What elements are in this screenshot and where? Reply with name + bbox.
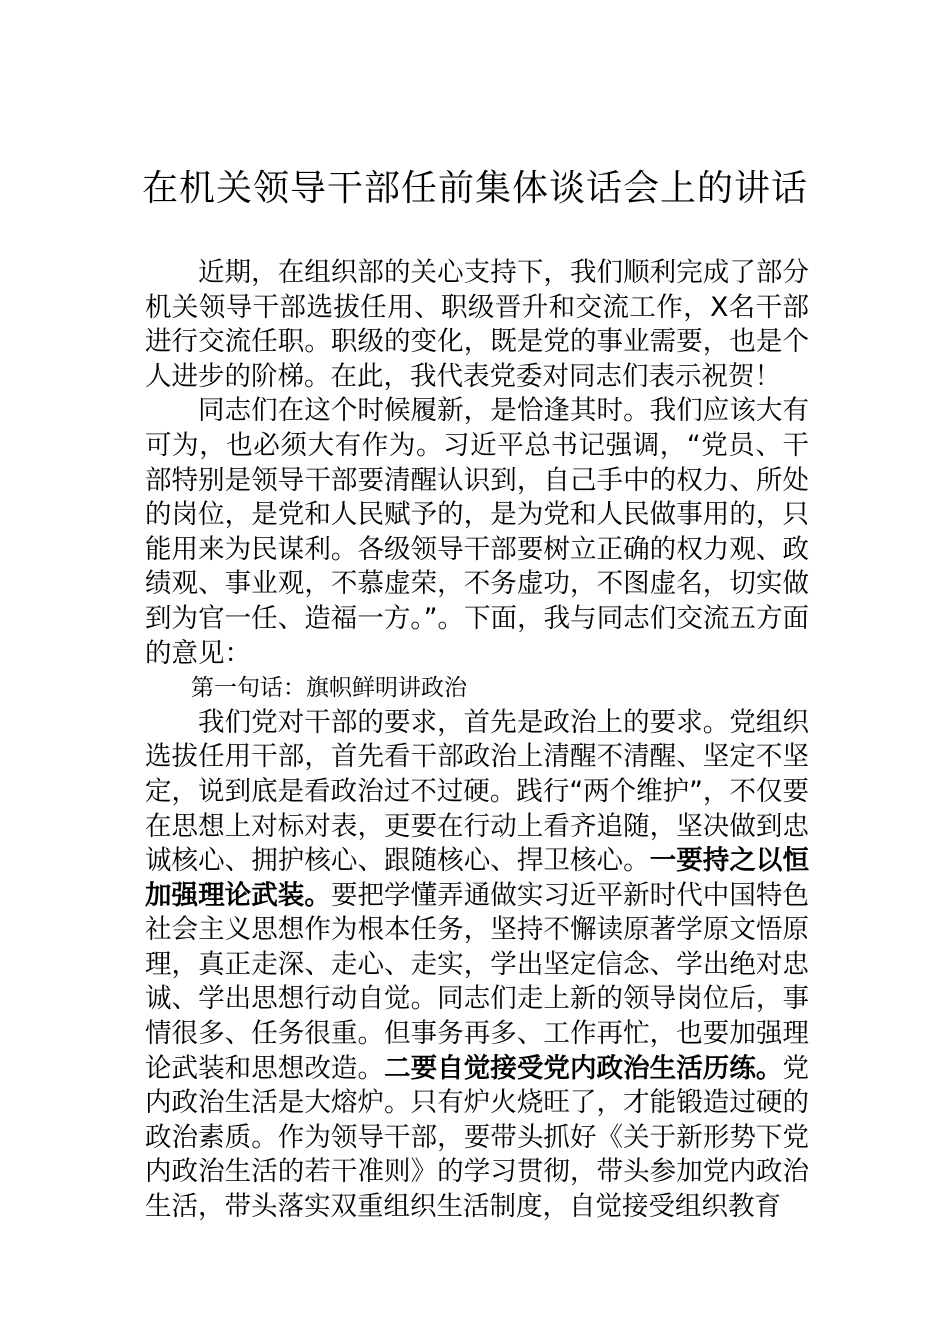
section-heading-1: 第一句话：旗帜鲜明讲政治: [191, 675, 467, 702]
paragraph-politics-text-1: 我们党对干部的要求，首先是政治上的要求。党组织选拔任用干部，首先看干部政治上清醒不清醒、坚定不坚定，说到底是看政治过不过硬。践行“两个维护”，不仅要在思想上对标对表，更要在行动上看齐追随，坚决做到忠诚核心、拥护核心、跟随核心、捍卫核心。: [145, 706, 809, 877]
document-body: [145, 256, 809, 1225]
document-title: 在机关领导干部任前集体谈话会上的讲话: [141, 168, 808, 209]
paragraph-politics-text-2: 要把学懂弄通做实习近平新时代中国特色社会主义思想作为根本任务，坚持不懈读原著学原文悟原理，真正走深、走心、走实，学出坚定信念、学出绝对忠诚、学出思想行动自觉。同志们走上新的领导岗位后，事情很多、任务很重。但事务再多、工作再忙，也要加强理论武装和思想改造。: [145, 879, 809, 1084]
paragraph-significance: 同志们在这个时候履新，是恰逢其时。我们应该大有可为，也必须大有作为。习近平总书记强调，“党员、干部特别是领导干部要清醒认识到，自己手中的权力、所处的岗位，是党和人民赋予的，是为党和人民做事用的，只能用来为民谋利。各级领导干部要树立正确的权力观、政绩观、事业观，不慕虚荣，不务虚功，不图虚名，切实做到为官一任、造福一方。”。下面，我与同志们交流五方面的意见：: [145, 395, 809, 669]
bold-point-1: 一要持之以恒加强理论武装。: [145, 845, 809, 911]
paragraph-politics-text-3: 党内政治生活是大熔炉。只有炉火烧旺了，才能锻造过硬的政治素质。作为领导干部，要带头抓好《关于新形势下党内政治生活的若干准则》的学习贯彻，带头参加党内政治生活，带头落实双重组织生活制度，自觉接受组织教育: [145, 1052, 809, 1223]
bold-point-2: 二要自觉接受党内政治生活历练。: [384, 1052, 783, 1084]
paragraph-politics: [145, 706, 809, 1225]
paragraph-intro: 近期，在组织部的关心支持下，我们顺利完成了部分机关领导干部选拔任用、职级晋升和交流工作，X名干部进行交流任职。职级的变化，既是党的事业需要，也是个人进步的阶梯。在此，我代表党委对同志们表示祝贺！: [145, 257, 809, 392]
